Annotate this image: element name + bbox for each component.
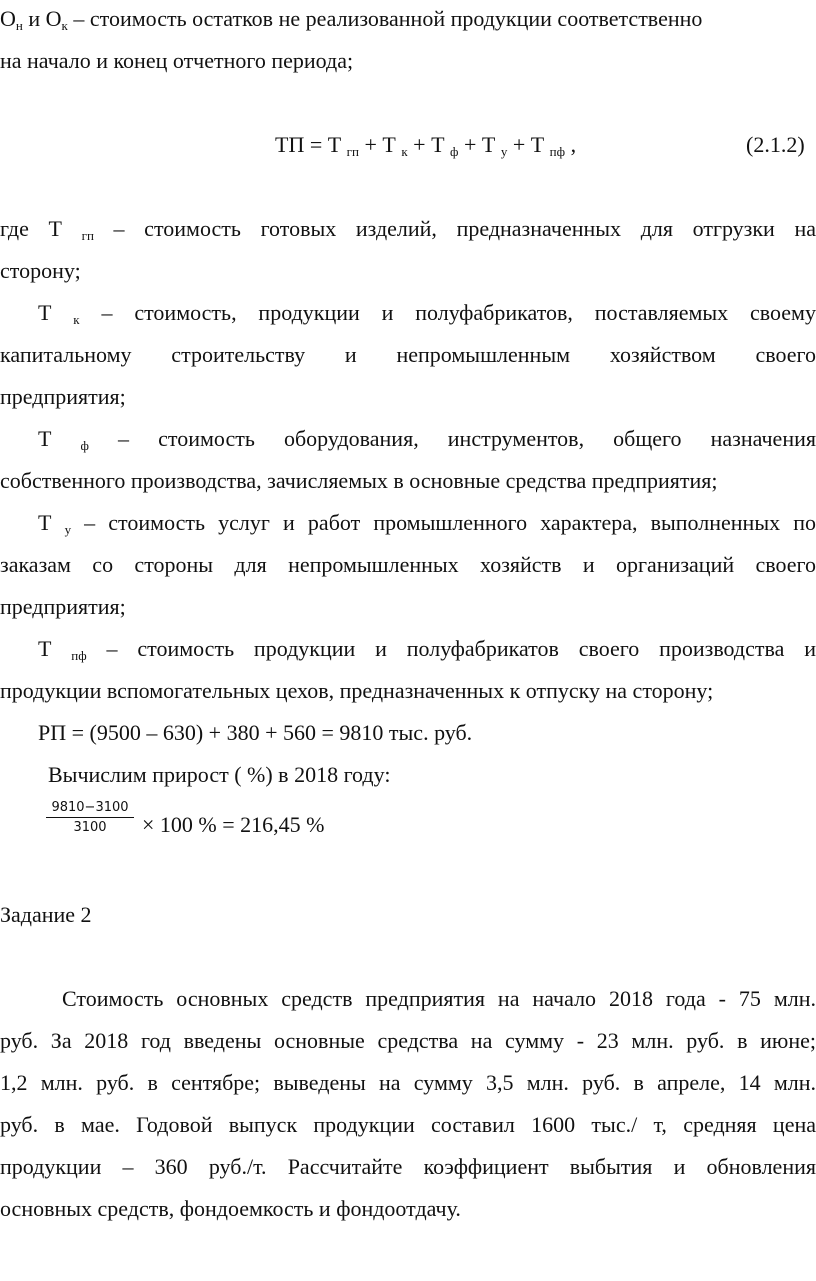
text-line: сторону; (0, 258, 81, 283)
text-line: капитальному строительству и непромышленным хозяйством своего (0, 342, 816, 367)
text-line: Стоимость основных средств предприятия на начало 2018 года - 75 млн. (62, 986, 816, 1011)
text-line: Вычислим прирост ( %) в 2018 году: (48, 762, 391, 787)
text-line: основных средств, фондоемкость и фондоотдачу. (0, 1196, 461, 1221)
text-line: предприятия; (0, 594, 126, 619)
text-line: × 100 % = 216,45 % (142, 812, 325, 837)
text-line: руб. За 2018 год введены основные средства на сумму - 23 млн. руб. в июне; (0, 1028, 816, 1053)
text-line: Он и Ок – стоимость остатков не реализованной продукции соответственно (0, 6, 703, 33)
fraction-numerator: 9810−3100 (51, 800, 129, 815)
text-line: Т ф – стоимость оборудования, инструментов, общего назначения (38, 426, 816, 453)
text-line: Т у – стоимость услуг и работ промышленного характера, выполненных по (38, 510, 816, 537)
text-line: продукции вспомогательных цехов, предназначенных к отпуску на сторону; (0, 678, 714, 703)
text-line: РП = (9500 – 630) + 380 + 560 = 9810 тыс. руб. (38, 720, 473, 745)
text-line: Т пф – стоимость продукции и полуфабрикатов своего производства и (38, 636, 816, 663)
fraction (44, 800, 136, 835)
text-line: собственного производства, зачисляемых в основные средства предприятия; (0, 468, 718, 493)
fraction-denominator: 3100 (73, 820, 107, 835)
formula-number: (2.1.2) (746, 132, 805, 157)
text-line: предприятия; (0, 384, 126, 409)
text-line: Т к – стоимость, продукции и полуфабрикатов, поставляемых своему (38, 300, 816, 327)
text-line: продукции – 360 руб./т. Рассчитайте коэффициент выбытия и обновления (0, 1154, 816, 1179)
text-line: на начало и конец отчетного периода; (0, 48, 354, 73)
text-line: где Т гп – стоимость готовых изделий, предназначенных для отгрузки на (0, 216, 816, 243)
formula: ТП = Т гп + Т к + Т ф + Т у + Т пф , (275, 132, 577, 159)
text-line: заказам со стороны для непромышленных хозяйств и организаций своего (0, 552, 816, 577)
text-line: 1,2 млн. руб. в сентябре; выведены на сумму 3,5 млн. руб. в апреле, 14 млн. (0, 1070, 816, 1095)
section-title: Задание 2 (0, 902, 92, 927)
text-line: руб. в мае. Годовой выпуск продукции составил 1600 тыс./ т, средняя цена (0, 1112, 816, 1137)
